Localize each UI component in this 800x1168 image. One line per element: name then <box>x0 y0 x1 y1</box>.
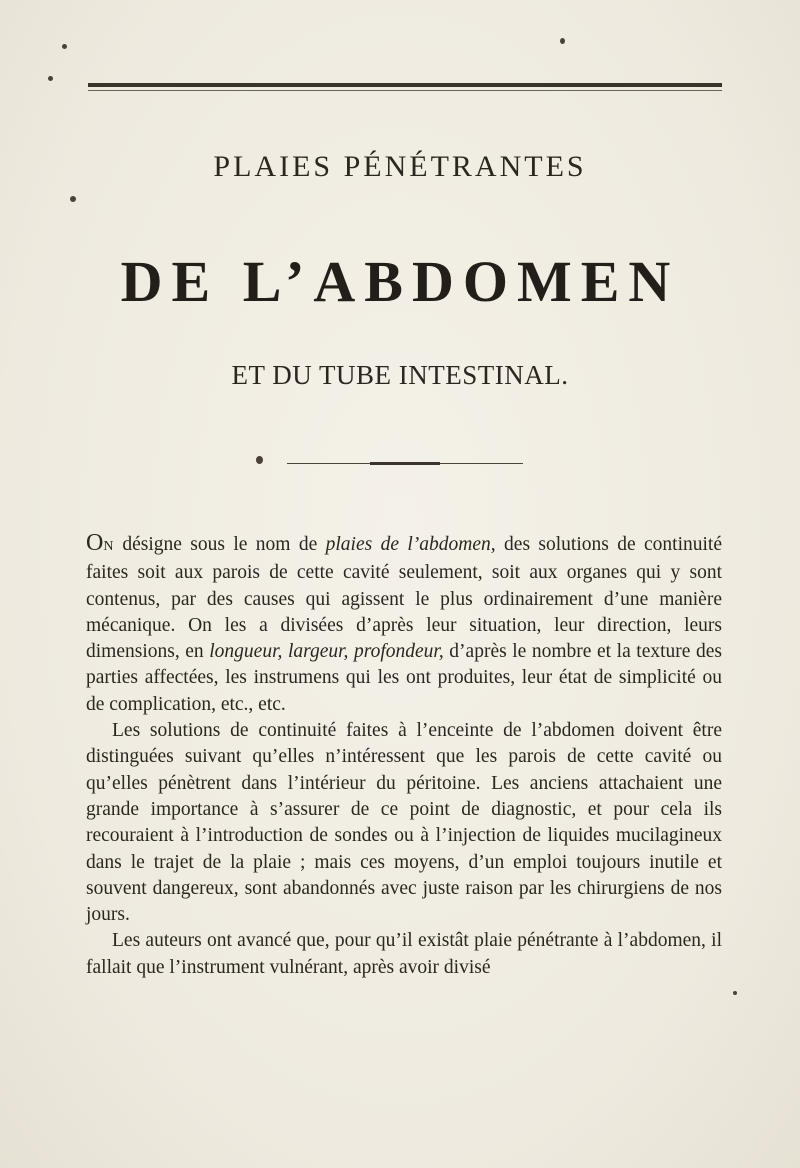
paragraph-1-italic-a: plaies de l’abdomen, <box>325 534 496 555</box>
ink-spot <box>256 456 263 464</box>
header-rule <box>88 83 722 87</box>
paragraph-1-text-b: des solutions de continuité faites soit aux parois de cette cavité seulement, soit aux organes qui y sont contenus, par des causes qui agissent le plus ordinairement d’une manière mécanique. On les a divisées d’après leur situation, leur direction, leurs dimensions, en <box>86 534 723 663</box>
ink-spot <box>62 44 67 49</box>
ink-spot <box>733 991 737 995</box>
paragraph-2: Les solutions de continuité faites à l’enceinte de l’abdomen doivent être distinguées suivant qu’elles n’intéressent que les parois de cette cavité ou qu’elles pénètrent dans l’intérieur du péritoine. Les anciens attachaient une grande importance à s’assurer de ce point de diagnostic, et pour cela ils recouraient à l’introduction de sondes ou à l’injection de liquides mucilagineux dans le trajet de la plaie ; mais ces moyens, d’un emploi toujours inutile et souvent dangereux, sont abandonnés avec juste raison par les chirurgiens de nos jours. <box>86 720 722 926</box>
header-rule-thin <box>88 90 722 91</box>
title-line-3: ET DU TUBE INTESTINAL. <box>231 360 569 390</box>
small-caps-text: N <box>103 539 114 554</box>
title-line-2: DE L’ABDOMEN <box>120 249 680 314</box>
paragraph-1-text-a: désigne sous le nom de <box>113 534 326 555</box>
paragraph-1-text-c: d’après le nombre et la texture des parties affectées, les instrumens qui les ont produites, leur état de simplicité ou de complication, etc., etc. <box>86 641 722 715</box>
paragraph-3: Les auteurs ont avancé que, pour qu’il existât plaie pénétrante à l’abdomen, il fallait que l’instrument vulnérant, après avoir divisé <box>86 930 722 978</box>
title-line-1: PLAIES PÉNÉTRANTES <box>213 150 587 183</box>
dropcap: O <box>86 530 104 556</box>
ink-spot <box>560 38 565 44</box>
section-divider-ornament <box>370 462 440 465</box>
ink-spot <box>70 196 76 202</box>
body-text <box>86 530 722 981</box>
paragraph-1 <box>86 530 722 718</box>
ink-spot <box>48 76 53 81</box>
paragraph-1-italic-b: longueur, largeur, profondeur, <box>209 641 444 663</box>
